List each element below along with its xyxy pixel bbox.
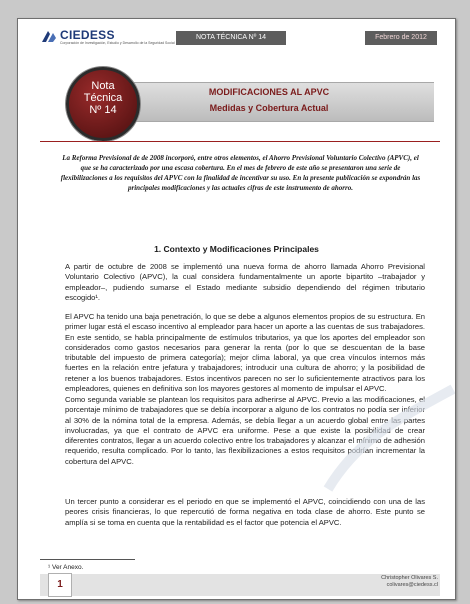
section-heading: 1. Contexto y Modificaciones Principales <box>154 244 319 254</box>
document-subtitle: Medidas y Cobertura Actual <box>209 103 329 113</box>
ciedess-logo <box>40 26 175 48</box>
badge-line-1: Nota <box>91 80 115 92</box>
date-header: Febrero de 2012 <box>365 31 437 45</box>
page-number: 1 <box>48 573 72 597</box>
paragraph-1: A partir de octubre de 2008 se implementó una nueva forma de ahorro llamada Ahorro Previsional Voluntario Colectivo (APVC), la cual considera fundamentalmente un aporte bipartito –trabajador y empleador–, pudiendo sumarse el Estado mediante subsidio dependiendo del régimen tributario escogido¹. <box>65 262 425 302</box>
author-email: colivares@ciedess.cl <box>386 582 438 588</box>
footnote: ¹ Ver Anexo. <box>48 564 84 571</box>
nota-tecnica-badge <box>66 67 140 141</box>
logo-subtitle: Corporación de Investigación, Estudio y Desarrollo de la Seguridad Social <box>60 41 175 45</box>
paragraph-2: El APVC ha tenido una baja penetración, lo que se debe a algunos elementos propios de su estructura. En primer lugar está el escaso incentivo al empleador para hacer un aporte a las cuentas de sus trabajadores. En este sentido, se habla principalmente de estímulos tributarios, ya que los aportes del empleador son considerados como gastos necesarios para generar la renta (por lo que se descuentan de la base tributable del impuesto de primera categoría); mejor clima laboral, ya que crea vínculos internos más fuertes en la relación entre jefatura y trabajadores; introducir una cultura de ahorro; y la posibilidad de retener a los buenos trabajadores. Estos incentivos parecen no ser lo suficientemente atractivos para los empleadores, quienes en definitiva son los mayores gestores al momento de impulsar el APVC. <box>65 312 425 394</box>
footnote-rule <box>40 559 135 560</box>
author-info <box>348 575 438 589</box>
author-name: Christopher Olivares S. <box>381 575 438 581</box>
document-title: MODIFICACIONES AL APVC <box>208 87 330 97</box>
paragraph-3: Como segunda variable se plantean los requisitos para adherirse al APVC. Previo a las modificaciones, el porcentaje mínimo de trabajadores que se debía incorporar a alguno de los contratos no podía ser inferior al 30% de la nómina total de la empresa. Además, se debía llegar a un acuerdo global entre las partes involucradas, ya que el contrato de APVC era uniforme. Pese a que existe la posibilidad de crear diferentes contratos, llegar a un acuerdo colectivo entre los trabajadores y alcanzar el mínimo de adhesión requerido, resulta complicado. Por lo tanto, las flexibilizaciones a estos requisitos podrían incrementar la cobertura del APVC. <box>65 395 425 466</box>
ciedess-logo-icon <box>40 28 58 45</box>
document-page <box>17 18 456 600</box>
abstract-top-rule <box>40 141 440 142</box>
logo-text: CIEDESS <box>60 28 115 42</box>
nota-tecnica-header: NOTA TÉCNICA Nº 14 <box>176 31 286 45</box>
abstract-text: La Reforma Previsional de de 2008 incorporó, entre otros elementos, el Ahorro Previsional Voluntario Colectivo (APVC), el que se ha caracterizado por una escasa cobertura. En el mes de febrero de este año se presentaron una serie de flexibilizaciones a los requisitos del APVC con la finalidad de incentivar su uso. En la presente publicación se expondrán las principales modificaciones y las actuales cifras de este instrumento de ahorro. <box>60 154 421 192</box>
badge-line-2: Técnica <box>83 92 123 104</box>
badge-line-3: Nº 14 <box>89 104 117 116</box>
paragraph-4: Un tercer punto a considerar es el periodo en que se implementó el APVC, coincidiendo con una de las peores crisis financieras, lo que repercutió de forma negativa en toda clase de ahorro. Este punto se amplía si se toma en cuenta que la rentabilidad es el factor que potencia el APVC. <box>65 497 425 527</box>
title-band <box>104 82 434 122</box>
